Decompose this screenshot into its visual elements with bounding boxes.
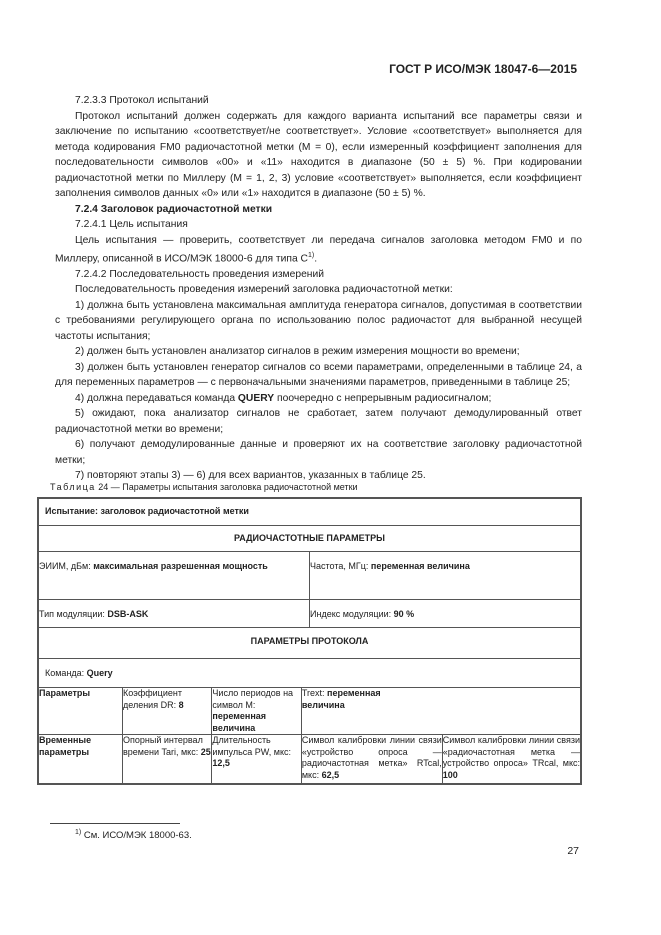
trext-value: переменная величина xyxy=(301,688,381,710)
list-item: 3) должен быть установлен генератор сигналов со всеми параметрами, определенными в таблице 24, а для переменных параметров — с первоначальными значениями параметров, приведенными в таблице 25; xyxy=(55,361,582,389)
section-7-2-4-1-heading: 7.2.4.1 Цель испытания xyxy=(75,219,188,230)
rtcal-label: Символ калибровки линии связи «устройство опроса — радиочастотная метка» RTcal, мкс: xyxy=(301,735,442,780)
table-frame xyxy=(38,498,582,785)
periods-value: переменная величина xyxy=(212,711,267,733)
modulation-index-value: 90 % xyxy=(393,609,415,619)
list-item: 5) ожидают, пока анализатор сигналов не сработает, затем получают демодулированный ответ радиочастотной метки во времени; xyxy=(55,408,582,435)
tari-cell xyxy=(123,735,212,784)
trcal-label: Символ калибровки линии связи «радиочастотная метка — устройство опроса» TRcal, мкс: xyxy=(442,735,580,768)
footnote xyxy=(75,829,192,841)
paragraph-text: Цель испытания — проверить, соответствует ли передача сигналов заголовка методом FM0 и по Миллеру, описанной в ИСО/МЭК 18000-6 для типа С xyxy=(55,234,582,265)
list-item: 6) получают демодулированные данные и проверяют их на соответствие заголовку радиочастотной метки; xyxy=(55,439,582,466)
time-params-label: Временные параметры xyxy=(39,735,92,757)
modulation-type-value: DSB-ASK xyxy=(107,609,149,619)
trext-cell xyxy=(301,688,580,735)
frequency-label: Частота, МГц: xyxy=(310,561,371,571)
paragraph: Протокол испытаний должен содержать для каждого варианта испытаний все параметры связи и заключение по испытанию «соответствует/не соответствует». Условие «соответствует» выполняется для метода кодирования FM0 радиочастотной метки (М = 0), если измеренный коэффициент заполнения для последовательности символов «00» и «11» находится в диапазоне (50 ± 5) %. При кодировании радиочастотной метки по Миллеру (М = 1, 2, 3) условие «соответствует» выполняется, если коэффициент заполнения символов данных «0» или «1» находится в диапазоне (50 ± 5) %. xyxy=(55,110,582,199)
trcal-value: 100 xyxy=(442,769,458,780)
frequency-cell xyxy=(310,552,581,600)
section-7-2-4-2-heading: 7.2.4.2 Последовательность проведения измерений xyxy=(75,268,325,280)
eirp-value: максимальная разрешенная мощность xyxy=(93,561,268,571)
modulation-index-label: Индекс модуляции: xyxy=(310,609,394,619)
rtcal-cell xyxy=(301,735,442,784)
parameters-table xyxy=(37,497,582,785)
paragraph xyxy=(55,233,582,267)
modulation-type-cell xyxy=(39,600,310,628)
tari-label: Опорный интервал времени Tari, мкс: xyxy=(123,735,203,757)
params-label: Параметры xyxy=(39,688,91,698)
table-title-cell xyxy=(39,499,581,526)
eirp-cell xyxy=(39,552,310,600)
list-item: 2) должен быть установлен анализатор сигналов в режим измерения мощности во времени; xyxy=(75,346,520,358)
dr-label: Коэффициент деления DR: xyxy=(123,688,182,710)
command-name: QUERY xyxy=(237,392,275,404)
periods-cell xyxy=(212,688,301,735)
list-item-text: 4) должна передаваться команда xyxy=(75,392,238,404)
dr-cell xyxy=(123,688,212,735)
params-label-cell xyxy=(39,688,123,735)
footnote-separator xyxy=(50,823,180,824)
list-item xyxy=(55,391,582,407)
periods-label: Число периодов на символ М: xyxy=(212,688,294,710)
document-header: ГОСТ Р ИСО/МЭК 18047-6—2015 xyxy=(389,62,577,76)
command-value: Query xyxy=(86,667,113,678)
section-7-2-3-3-heading: 7.2.3.3 Протокол испытаний xyxy=(75,95,209,106)
protocol-params-header: ПАРАМЕТРЫ ПРОТОКОЛА xyxy=(39,628,581,659)
dr-value: 8 xyxy=(178,699,184,710)
list-item-text: поочередно с непрерывным радиосигналом; xyxy=(274,392,492,404)
command-cell xyxy=(39,658,581,688)
table-title: Испытание: заголовок радиочастотной метки xyxy=(45,506,249,516)
paragraph: Последовательность проведения измерений заголовка радиочастотной метки: xyxy=(75,284,453,296)
pw-value: 12,5 xyxy=(212,758,230,768)
footnote-marker: 1) xyxy=(75,829,82,836)
section-7-2-4-heading: 7.2.4 Заголовок радиочастотной метки xyxy=(75,203,273,215)
pw-cell xyxy=(212,735,301,784)
page-number: 27 xyxy=(567,845,579,857)
eirp-label: ЭИИМ, дБм: xyxy=(39,561,94,571)
rf-params-header: РАДИОЧАСТОТНЫЕ ПАРАМЕТРЫ xyxy=(39,525,581,552)
pw-label: Длительность импульса PW, мкс: xyxy=(212,735,291,757)
body-text xyxy=(55,93,582,484)
rtcal-value: 62,5 xyxy=(321,769,340,780)
modulation-index-cell xyxy=(310,600,581,628)
trext-label: Trext: xyxy=(301,688,328,698)
frequency-value: переменная величина xyxy=(370,561,470,571)
footnote-text: См. ИСО/МЭК 18000-63. xyxy=(81,830,192,842)
tari-value: 25 xyxy=(200,746,211,757)
paragraph-end: . xyxy=(314,253,318,265)
table-caption xyxy=(50,482,358,492)
caption-label: Таблица xyxy=(50,482,96,492)
command-label: Команда: xyxy=(45,667,87,678)
modulation-type-label: Тип модуляции: xyxy=(39,609,108,619)
trcal-cell xyxy=(442,735,580,784)
caption-text: 24 — Параметры испытания заголовка радиочастотной метки xyxy=(95,482,358,492)
list-item: 1) должна быть установлена максимальная амплитуда генератора сигналов, допустимая в соответствии с требованиями регулирующего органа по использованию полос радиочастот для выбранной несущей частоты испытания; xyxy=(55,299,582,342)
footnote-ref: 1) xyxy=(307,252,315,259)
list-item: 7) повторяют этапы 3) — 6) для всех вариантов, указанных в таблице 25. xyxy=(75,470,426,482)
time-params-label-cell xyxy=(39,735,123,784)
